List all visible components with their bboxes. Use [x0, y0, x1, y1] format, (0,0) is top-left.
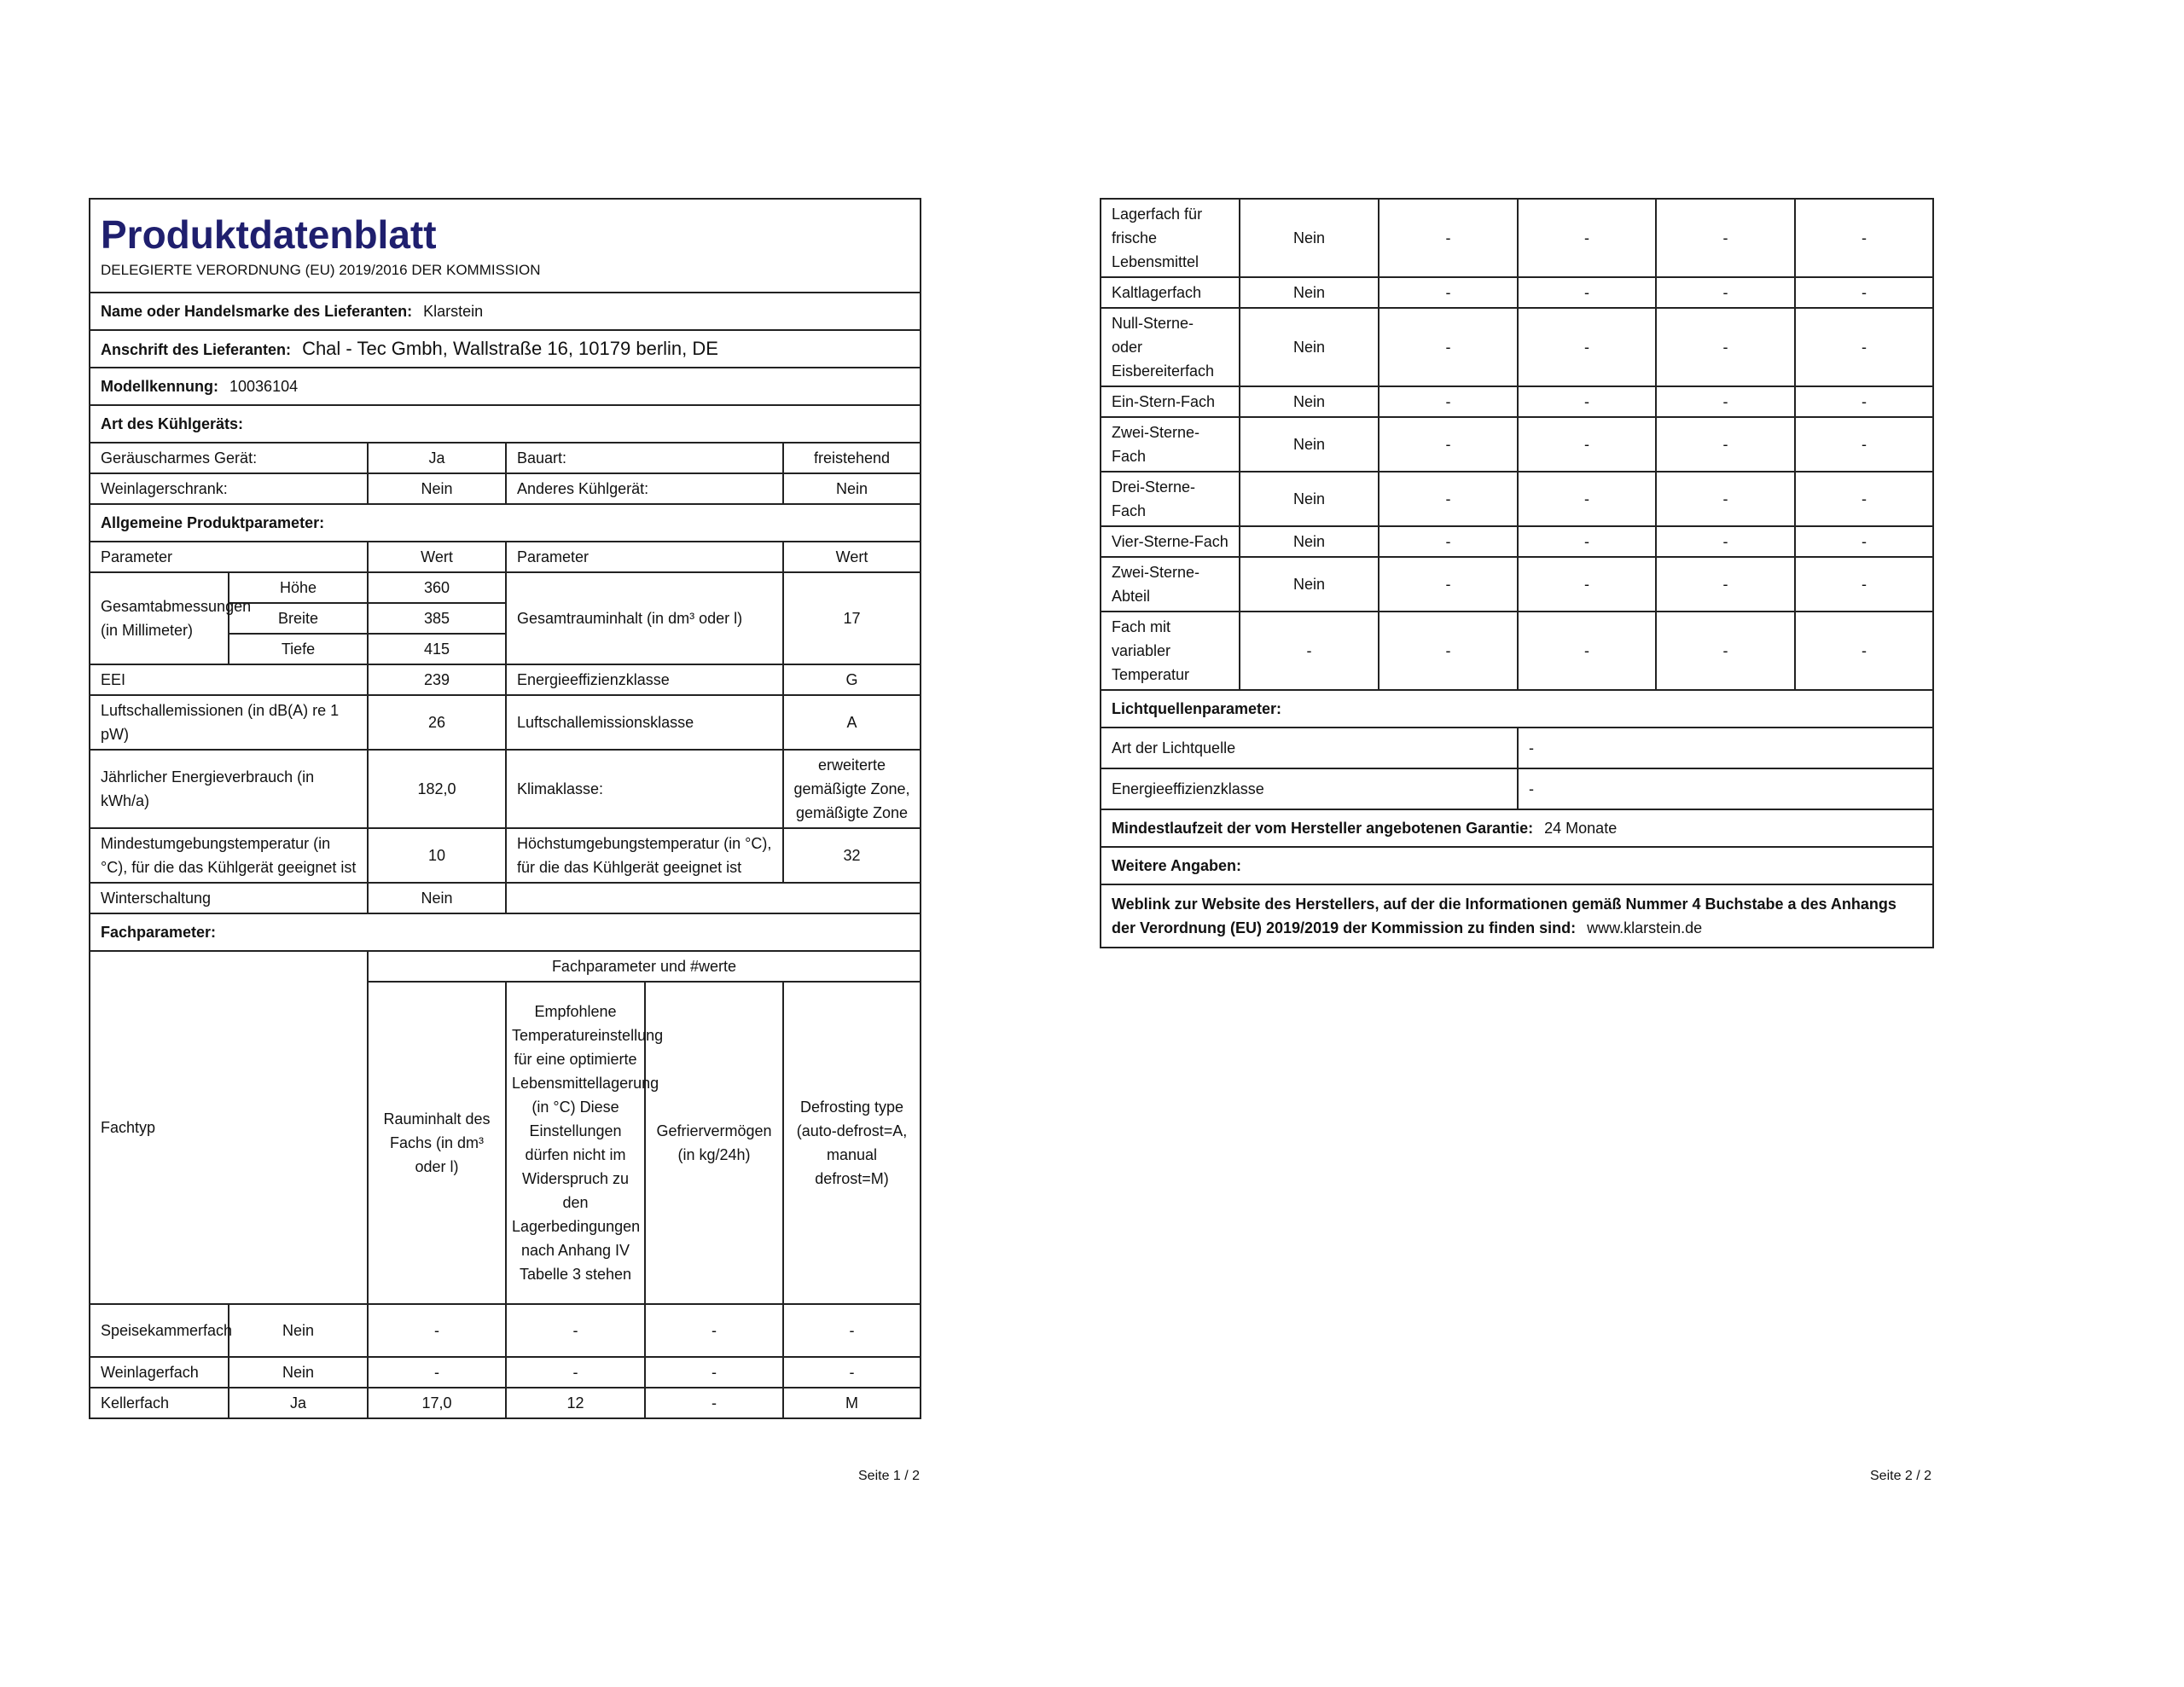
noise-class-value: A [783, 695, 921, 750]
col-compartment-volume: Rauminhalt des Fachs (in dm³ oder l) [368, 982, 506, 1304]
compartment-freeze: - [1656, 526, 1795, 557]
model-value: 10036104 [229, 378, 299, 395]
compartment-present: Nein [1240, 308, 1379, 386]
width-value: 385 [368, 603, 506, 634]
compartment-present: Nein [229, 1304, 368, 1357]
compartment-temp: - [1518, 308, 1656, 386]
datasheet-table-2 [1100, 198, 1934, 948]
compartment-temp: - [1518, 526, 1656, 557]
compartment-temp: - [1518, 277, 1656, 308]
col-freezing-capacity: Gefriervermögen (in kg/24h) [645, 982, 783, 1304]
noise-class-label: Luftschallemissionsklasse [506, 695, 783, 750]
compartment-temp: - [1518, 386, 1656, 417]
compartment-volume: - [1379, 199, 1518, 277]
compartment-defrost: - [1795, 308, 1933, 386]
model-row [90, 368, 921, 405]
other-appliance-value: Nein [783, 473, 921, 504]
manufacturer-weblink[interactable]: www.klarstein.de [1587, 919, 1703, 936]
compartment-present: Nein [1240, 526, 1379, 557]
climate-class-label: Klimaklasse: [506, 750, 783, 828]
compartment-freeze: - [1656, 557, 1795, 612]
max-temp-label: Höchstumgebungstemperatur (in °C), für die das Kühlgerät geeignet ist [506, 828, 783, 883]
compartment-freeze: - [645, 1388, 783, 1418]
compartment-volume: - [1379, 472, 1518, 526]
noise-label: Luftschallemissionen (in dB(A) re 1 pW) [90, 695, 368, 750]
min-temp-label: Mindestumgebungstemperatur (in °C), für die das Kühlgerät geeignet ist [90, 828, 368, 883]
light-type-label: Art der Lichtquelle [1101, 728, 1518, 768]
model-label: Modellkennung: [101, 378, 218, 395]
compartment-name: Ein-Stern-Fach [1101, 386, 1240, 417]
compartment-type-header: Fachtyp [90, 951, 368, 1304]
page-number-1: Seite 1 / 2 [858, 1469, 921, 1483]
compartment-temp: - [506, 1357, 645, 1388]
winter-label: Winterschaltung [90, 883, 368, 913]
regulation-subtitle: DELEGIERTE VERORDNUNG (EU) 2019/2016 DER KOMMISSION [101, 262, 541, 278]
address-value: Chal - Tec Gmbh, Wallstraße 16, 10179 berlin, DE [302, 337, 718, 359]
general-heading: Allgemeine Produktparameter: [90, 504, 921, 542]
compartment-freeze: - [1656, 612, 1795, 690]
table-row [1101, 526, 1933, 557]
compartment-volume: 17,0 [368, 1388, 506, 1418]
energy-class-value: G [783, 664, 921, 695]
compartment-volume: - [1379, 612, 1518, 690]
table-row [1101, 277, 1933, 308]
compartment-defrost: - [783, 1357, 921, 1388]
compartment-defrost: - [1795, 386, 1933, 417]
compartment-defrost: - [783, 1304, 921, 1357]
dimensions-label: Gesamtabmessungen (in Millimeter) [90, 572, 229, 664]
light-type-value: - [1518, 728, 1933, 768]
compartment-name: Kaltlagerfach [1101, 277, 1240, 308]
compartment-present: Nein [1240, 277, 1379, 308]
compartment-freeze: - [645, 1304, 783, 1357]
eei-value: 239 [368, 664, 506, 695]
light-energy-class-label: Energieeffizienzklasse [1101, 768, 1518, 809]
compartment-volume: - [1379, 277, 1518, 308]
volume-value: 17 [783, 572, 921, 664]
compartment-defrost: - [1795, 612, 1933, 690]
compartment-defrost: - [1795, 526, 1933, 557]
compartment-defrost: - [1795, 472, 1933, 526]
compartment-name: Null-Sterne- oder Eisbereiterfach [1101, 308, 1240, 386]
noise-value: 26 [368, 695, 506, 750]
page-number-2: Seite 2 / 2 [1870, 1469, 1932, 1483]
compartment-present: Nein [1240, 472, 1379, 526]
compartment-defrost: M [783, 1388, 921, 1418]
height-label: Höhe [229, 572, 368, 603]
compartment-name: Kellerfach [90, 1388, 229, 1418]
table-row [90, 1304, 921, 1357]
more-info-heading: Weitere Angaben: [1101, 847, 1933, 884]
compartment-present: - [1240, 612, 1379, 690]
compartment-volume: - [1379, 308, 1518, 386]
address-label: Anschrift des Lieferanten: [101, 340, 292, 358]
type-heading: Art des Kühlgeräts: [90, 405, 921, 443]
warranty-label: Mindestlaufzeit der vom Hersteller angebotenen Garantie: [1112, 820, 1534, 837]
light-energy-class-value: - [1518, 768, 1933, 809]
volume-label: Gesamtrauminhalt (in dm³ oder l) [506, 572, 783, 664]
table-row [1101, 417, 1933, 472]
compartment-present: Nein [229, 1357, 368, 1388]
compartment-freeze: - [1656, 308, 1795, 386]
compartment-defrost: - [1795, 199, 1933, 277]
compartment-volume: - [1379, 386, 1518, 417]
compartment-present: Nein [1240, 417, 1379, 472]
compartment-present: Nein [1240, 557, 1379, 612]
compartment-freeze: - [645, 1357, 783, 1388]
address-row [90, 330, 921, 368]
empty-cell [506, 883, 921, 913]
table-row [90, 1388, 921, 1418]
width-label: Breite [229, 603, 368, 634]
depth-value: 415 [368, 634, 506, 664]
compartment-name: Vier-Sterne-Fach [1101, 526, 1240, 557]
compartment-volume: - [368, 1357, 506, 1388]
other-appliance-label: Anderes Kühlgerät: [506, 473, 783, 504]
page-title: Produktdatenblatt [101, 212, 437, 257]
warranty-value: 24 Monate [1544, 820, 1618, 837]
compartment-volume: - [1379, 417, 1518, 472]
compartment-temp: - [506, 1304, 645, 1357]
compartment-temp: - [1518, 417, 1656, 472]
table-row [1101, 199, 1933, 277]
datasheet-table-1 [89, 198, 921, 1419]
table-row [1101, 386, 1933, 417]
table-row [1101, 612, 1933, 690]
supplier-label: Name oder Handelsmarke des Lieferanten: [101, 303, 413, 320]
low-noise-value: Ja [368, 443, 506, 473]
light-source-heading: Lichtquellenparameter: [1101, 690, 1933, 728]
table-row [90, 1357, 921, 1388]
page-2 [1100, 198, 1932, 948]
col-value: Wert [368, 542, 506, 572]
compartment-defrost: - [1795, 417, 1933, 472]
compartment-temp: - [1518, 557, 1656, 612]
compartment-volume: - [1379, 526, 1518, 557]
table-row [1101, 472, 1933, 526]
wine-cabinet-label: Weinlagerschrank: [90, 473, 368, 504]
min-temp-value: 10 [368, 828, 506, 883]
compartment-name: Fach mit variabler Temperatur [1101, 612, 1240, 690]
page-1 [89, 198, 920, 1419]
title-cell [90, 199, 921, 293]
build-value: freistehend [783, 443, 921, 473]
supplier-row [90, 293, 921, 330]
compartment-freeze: - [1656, 386, 1795, 417]
build-label: Bauart: [506, 443, 783, 473]
compartment-name: Weinlagerfach [90, 1357, 229, 1388]
wine-cabinet-value: Nein [368, 473, 506, 504]
compartment-freeze: - [1656, 199, 1795, 277]
compartment-volume: - [368, 1304, 506, 1357]
compartment-defrost: - [1795, 277, 1933, 308]
low-noise-label: Geräuscharmes Gerät: [90, 443, 368, 473]
annual-energy-value: 182,0 [368, 750, 506, 828]
col-defrost-type: Defrosting type (auto-defrost=A, manual defrost=M) [783, 982, 921, 1304]
compartment-group-header: Fachparameter und #werte [368, 951, 921, 982]
compartment-present: Nein [1240, 199, 1379, 277]
annual-energy-label: Jährlicher Energieverbrauch (in kWh/a) [90, 750, 368, 828]
compartment-volume: - [1379, 557, 1518, 612]
col-recommended-temp: Empfohlene Temperatureinstellung für eine optimierte Lebensmittellagerung (in °C) Diese Einstellungen dürfen nicht im Widerspruch zu den Lagerbedingungen nach Anhang IV Tabelle 3 stehen [506, 982, 645, 1304]
compartment-freeze: - [1656, 277, 1795, 308]
table-row [1101, 557, 1933, 612]
compartment-temp: 12 [506, 1388, 645, 1418]
weblink-row [1101, 884, 1933, 948]
compartment-temp: - [1518, 472, 1656, 526]
table-row [1101, 308, 1933, 386]
compartment-present: Ja [229, 1388, 368, 1418]
col-parameter-2: Parameter [506, 542, 783, 572]
supplier-value: Klarstein [423, 303, 484, 320]
compartment-name: Zwei-Sterne-Fach [1101, 417, 1240, 472]
warranty-row [1101, 809, 1933, 847]
compartment-name: Zwei-Sterne-Abteil [1101, 557, 1240, 612]
compartment-name: Lagerfach für frische Lebensmittel [1101, 199, 1240, 277]
climate-class-value: erweiterte gemäßigte Zone, gemäßigte Zone [783, 750, 921, 828]
winter-value: Nein [368, 883, 506, 913]
col-parameter: Parameter [90, 542, 368, 572]
compartment-freeze: - [1656, 417, 1795, 472]
height-value: 360 [368, 572, 506, 603]
max-temp-value: 32 [783, 828, 921, 883]
compartment-temp: - [1518, 612, 1656, 690]
compartment-freeze: - [1656, 472, 1795, 526]
depth-label: Tiefe [229, 634, 368, 664]
compartment-temp: - [1518, 199, 1656, 277]
col-value-2: Wert [783, 542, 921, 572]
compartment-defrost: - [1795, 557, 1933, 612]
eei-label: EEI [90, 664, 368, 695]
compartment-present: Nein [1240, 386, 1379, 417]
compartment-heading: Fachparameter: [90, 913, 921, 951]
compartment-name: Drei-Sterne-Fach [1101, 472, 1240, 526]
compartment-name: Speisekammerfach [90, 1304, 229, 1357]
weblink-label: Weblink zur Website des Herstellers, auf der die Informationen gemäß Nummer 4 Buchstabe a des Anhangs der Verordnung (EU) 2019/2019 der Kommission zu finden sind: [1112, 896, 1896, 936]
energy-class-label: Energieeffizienzklasse [506, 664, 783, 695]
